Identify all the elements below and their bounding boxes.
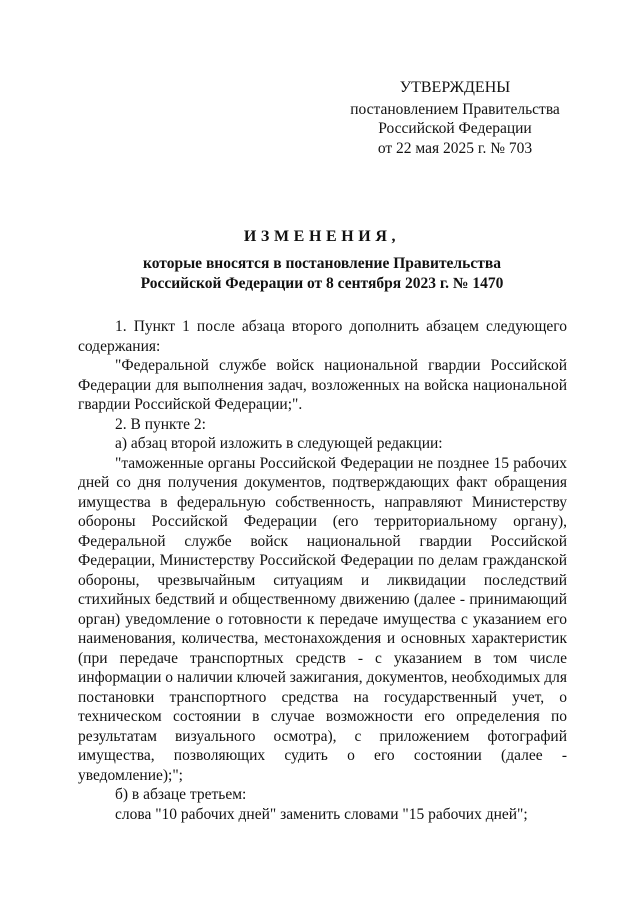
approval-stamp — [330, 78, 580, 158]
paragraph: "Федеральной службе войск национальной гвардии Российской Федерации для выполнения задач, возложенных на войска национальной гвардии Российской Федерации;". — [78, 357, 567, 413]
paragraph: 1. Пункт 1 после абзаца второго дополнить абзацем следующего содержания: — [78, 318, 567, 355]
document-title — [80, 226, 564, 294]
approval-line-3: от 22 мая 2025 г. № 703 — [377, 139, 533, 157]
paragraph: б) в абзаце третьем: — [115, 786, 247, 803]
paragraph: 2. В пункте 2: — [115, 415, 206, 433]
approval-line-1: постановлением Правительства — [350, 100, 560, 118]
approval-line-2: Российской Федерации — [378, 120, 532, 137]
title-subtitle-line-1: которые вносятся в постановление Правительства — [143, 255, 501, 272]
paragraph: слова "10 рабочих дней" заменить словами "15 рабочих дней"; — [115, 805, 528, 823]
approval-heading: УТВЕРЖДЕНЫ — [399, 79, 511, 96]
title-main: ИЗМЕНЕНИЯ, — [243, 228, 401, 245]
paragraph: а) абзац второй изложить в следующей редакции: — [115, 435, 443, 452]
title-subtitle-line-2: Российской Федерации от 8 сентября 2023 г. № 1470 — [140, 275, 504, 292]
paragraph: "таможенные органы Российской Федерации не позднее 15 рабочих дней со дня получения документов, подтверждающих факт обращения имущества в федеральную собственность, направляют Министерству обороны Российской Федерации (его территориальному органу), Федеральной службе войск национальной гвардии Российской Федерации, Министерству Российской Федерации по делам гражданской обороны, чрезвычайным ситуациям и ликвидации последствий стихийных бедствий и общественному движению (далее - принимающий орган) уведомление о готовности к передаче имущества с указанием его наименования, количества, местонахождения и основных характеристик (при передаче транспортных средств - с указанием в том числе информации о наличии ключей зажигания, документов, необходимых для постановки транспортного средства на государственный учет, о техническом состоянии в случае возможности его определения по результатам визуального осмотра), с приложением фотографий имущества, позволяющих судить о его состоянии (далее - уведомление);"; — [78, 454, 567, 784]
document-body — [78, 317, 567, 824]
